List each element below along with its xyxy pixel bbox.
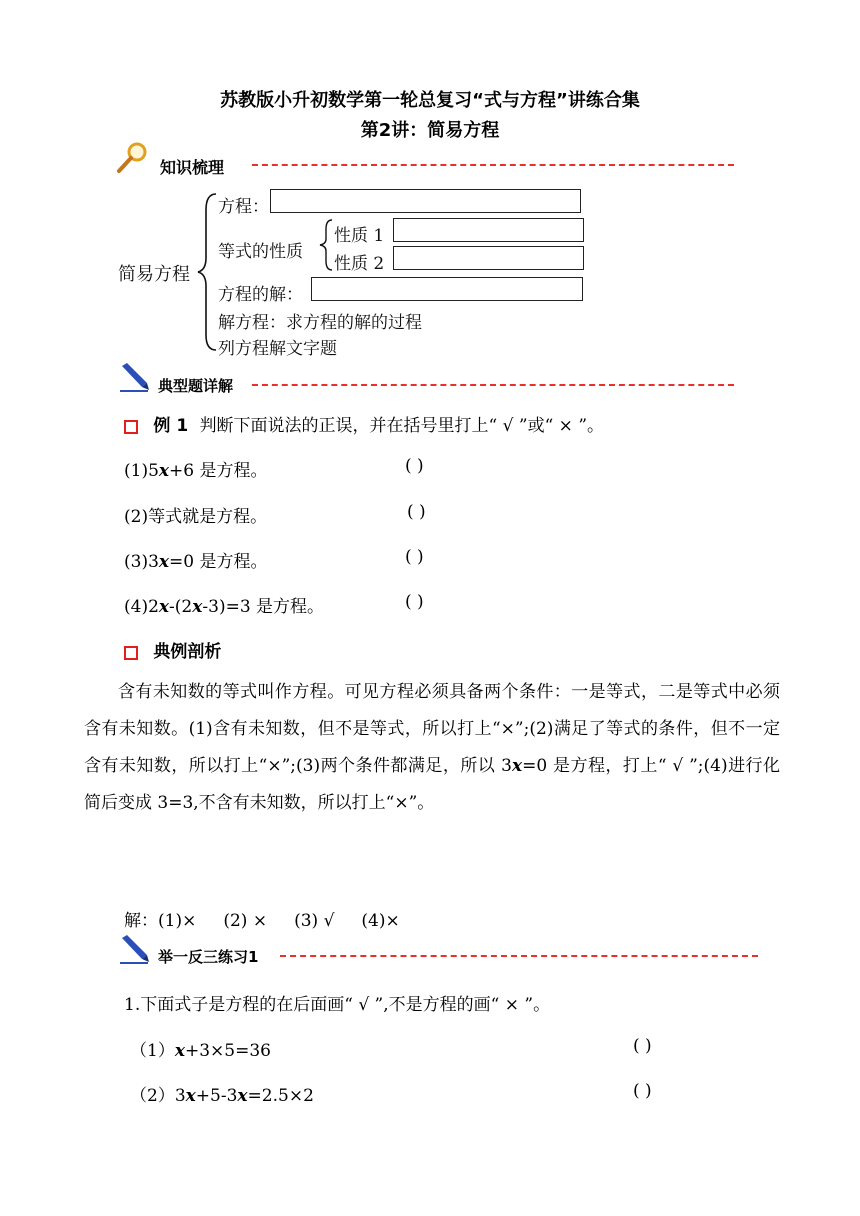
small-brace-icon: [318, 217, 334, 273]
fill-blank-property2[interactable]: [393, 246, 584, 270]
page-title: 苏教版小升初数学第一轮总复习“式与方程”讲练合集: [220, 90, 640, 111]
tree-item-solving: 解方程：求方程的解的过程: [218, 313, 422, 333]
tree-item-property1: 性质 1: [334, 226, 385, 246]
tree-root: 简易方程: [118, 264, 190, 285]
analysis-paragraph: 含有未知数的等式叫作方程。可见方程必须具备两个条件：一是等式，二是等式中必须含有未知数。(1)含有未知数，但不是等式，所以打上“×”;(2)满足了等式的条件，但不一定含有未知数，所以打上“×”;(3)两个条件都满足，所以 3x=0 是方程，打上“ √ ”;(4)进行化简后变成 3=3,不含有未知数，所以打上“×”。: [84, 682, 781, 813]
section-heading-practice: 举一反三练习1: [158, 948, 259, 966]
square-bullet-icon: [124, 420, 138, 434]
section-heading-knowledge: 知识梳理: [160, 158, 225, 177]
fill-blank-property1[interactable]: [393, 218, 584, 242]
section-divider: [280, 955, 758, 957]
example-label: 例 1: [153, 416, 189, 436]
section-divider: [252, 164, 734, 166]
fill-blank-solution[interactable]: [311, 277, 583, 301]
answer-paren-1[interactable]: ( ): [405, 456, 424, 476]
tree-item-property2: 性质 2: [334, 254, 385, 274]
analysis-heading-line: [124, 637, 221, 662]
page-subtitle: 第2讲：简易方程: [360, 120, 500, 141]
answer-paren-4[interactable]: ( ): [405, 592, 424, 612]
answer-paren-2[interactable]: ( ): [407, 502, 426, 522]
practice-item-1: （1）x+3×5=36: [130, 1041, 271, 1061]
section-divider: [252, 384, 734, 386]
practice-question-1: 1.下面式子是方程的在后面画“ √ ”,不是方程的画“ × ”。: [124, 995, 551, 1015]
practice-item-2: （2）3x+5-3x=2.5×2: [130, 1086, 314, 1106]
square-bullet-icon: [124, 646, 138, 660]
example-item-2: (2)等式就是方程。: [124, 507, 268, 527]
example-item-1: (1)5x+6 是方程。: [124, 461, 268, 481]
example-prompt: 判断下面说法的正误，并在括号里打上“ √ ”或“ × ”。: [199, 416, 605, 436]
example-item-4: (4)2x-(2x-3)=3 是方程。: [124, 597, 325, 617]
tree-item-equation: 方程：: [218, 197, 269, 217]
practice-paren-2[interactable]: ( ): [633, 1081, 652, 1101]
pencil-icon: [118, 934, 150, 964]
pencil-icon: [118, 362, 150, 392]
section-heading-examples: 典型题详解: [158, 377, 234, 395]
answer-line: 解：(1)× (2) × (3) √ (4)×: [124, 911, 400, 931]
fill-blank-equation[interactable]: [270, 189, 581, 213]
analysis-heading: 典例剖析: [153, 642, 222, 662]
practice-paren-1[interactable]: ( ): [633, 1036, 652, 1056]
magnifier-icon: [116, 140, 150, 174]
big-brace-icon: [196, 190, 220, 355]
example-item-3: (3)3x=0 是方程。: [124, 552, 268, 572]
answer-paren-3[interactable]: ( ): [405, 547, 424, 567]
tree-item-solution: 方程的解：: [218, 285, 303, 305]
tree-item-word-problems: 列方程解文字题: [218, 339, 337, 359]
example1-line: [124, 411, 604, 436]
tree-item-properties: 等式的性质: [218, 242, 303, 262]
